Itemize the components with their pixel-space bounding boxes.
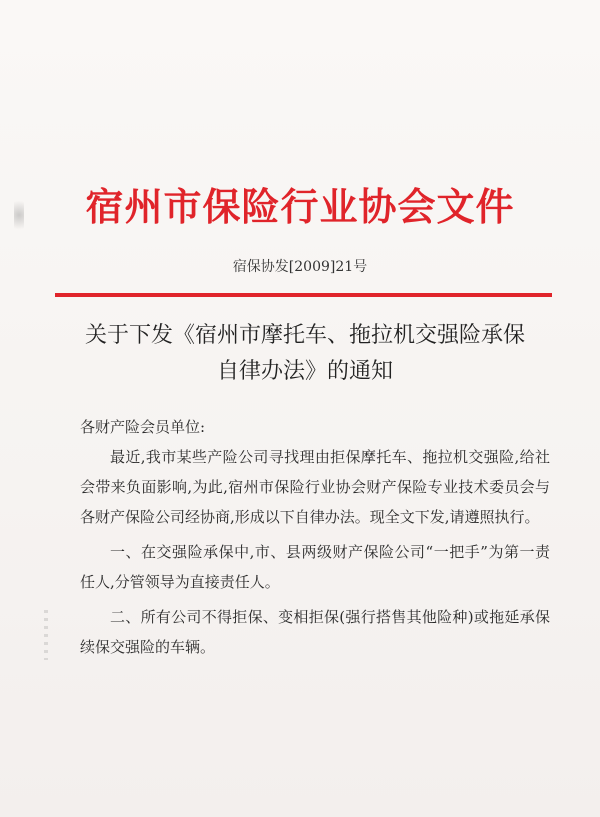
document-header-title: 宿州市保险行业协会文件 bbox=[85, 185, 515, 229]
salutation: 各财产险会员单位: bbox=[80, 418, 206, 436]
body-paragraph: 最近,我市某些产险公司寻找理由拒保摩托车、拖拉机交强险,给社会带来负面影响,为此,宿州市保险行业协会财产保险专业技术委员会与各财产保险公司经协商,形成以下自律办法。现全文下发,请遵照执行。 bbox=[80, 448, 550, 526]
body-paragraph: 一、在交强险承保中,市、县两级财产保险公司“一把手”为第一责任人,分管领导为直接责任人。 bbox=[80, 543, 550, 591]
notice-title-line: 自律办法》的通知 bbox=[216, 359, 393, 384]
header-divider bbox=[55, 293, 552, 297]
notice-title bbox=[60, 318, 550, 390]
scan-artifact bbox=[44, 610, 48, 660]
body-paragraph: 二、所有公司不得拒保、变相拒保(强行搭售其他险种)或拖延承保续保交强险的车辆。 bbox=[80, 608, 550, 656]
document-number: 宿保协发[2009]21号 bbox=[232, 259, 368, 275]
notice-title-line: 关于下发《宿州市摩托车、拖拉机交强险承保 bbox=[84, 323, 525, 348]
notice-body bbox=[80, 412, 550, 662]
